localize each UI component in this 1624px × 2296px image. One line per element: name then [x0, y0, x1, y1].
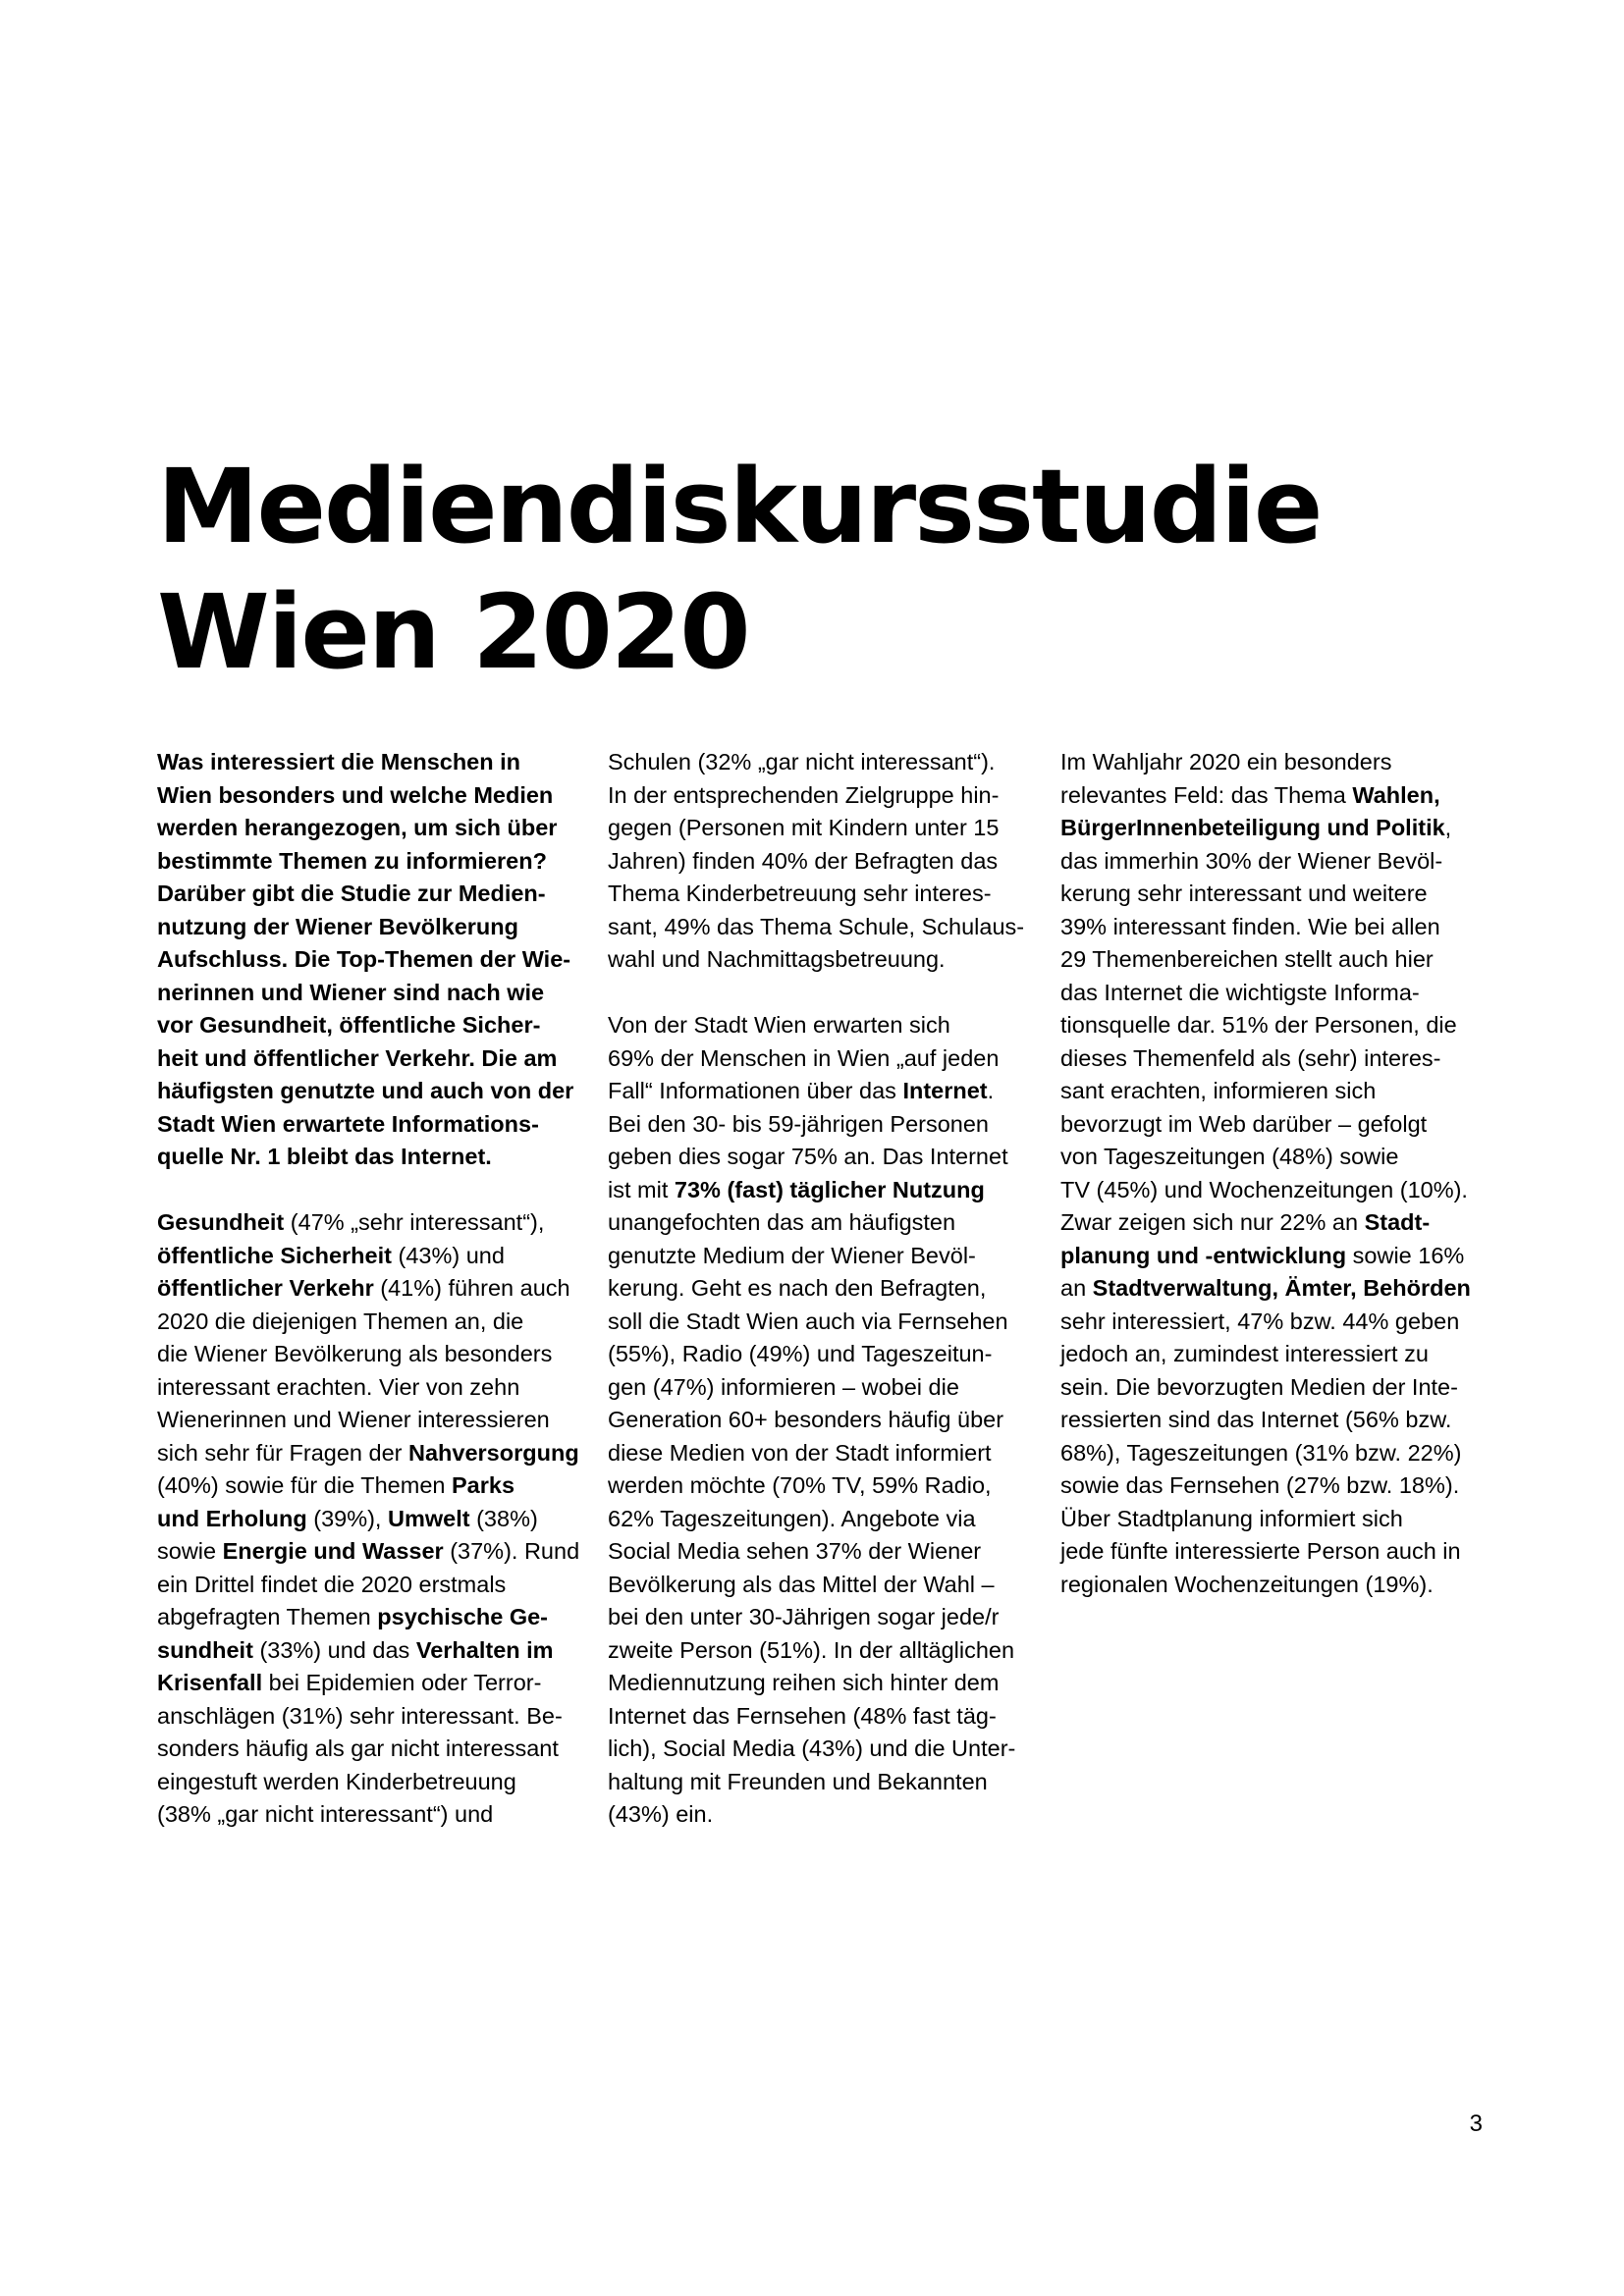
text-line: bevorzugt im Web darüber – gefolgt [1060, 1110, 1428, 1137]
body-paragraph [1060, 746, 1502, 1601]
page-number: 3 [1469, 2110, 1483, 2137]
text-line: haltung mit Freunden und Bekannten [608, 1768, 988, 1794]
text-line: gegen (Personen mit Kindern unter 15 [608, 815, 1000, 840]
text-line: bei den unter 30-Jährigen sogar jede/r [608, 1604, 1000, 1629]
text-column-1 [157, 746, 599, 1864]
text-line: öffentliche Sicherheit (43%) und [157, 1242, 505, 1268]
text-line: sundheit (33%) und das Verhalten im [157, 1636, 554, 1663]
bold-term: und Erholung [157, 1505, 307, 1531]
text-line: häufigsten genutzte und auch von der [157, 1078, 574, 1103]
text-line: wahl und Nachmittagsbetreuung. [608, 946, 946, 972]
text-line: jede fünfte interessierte Person auch in [1060, 1538, 1461, 1564]
text-line: heit und öffentlicher Verkehr. Die am [157, 1044, 558, 1071]
bold-term: Verhalten im [415, 1636, 554, 1663]
text-line: und Erholung (39%), Umwelt (38%) [157, 1505, 538, 1531]
text-line: sonders häufig als gar nicht interessant [157, 1735, 559, 1761]
page-title [157, 444, 1321, 695]
text-line: tionsquelle dar. 51% der Personen, die [1060, 1012, 1457, 1038]
text-line: soll die Stadt Wien auch via Fernsehen [608, 1308, 1008, 1334]
bold-term: Stadt- [1364, 1209, 1431, 1235]
text-line: das Internet die wichtigste Informa- [1060, 979, 1420, 1005]
text-line: sant, 49% das Thema Schule, Schulaus- [608, 913, 1025, 939]
body-paragraph [608, 1009, 1050, 1832]
text-line: (55%), Radio (49%) und Tageszeitun- [608, 1341, 993, 1366]
bold-term: 73% (fast) täglicher Nutzung [674, 1176, 985, 1202]
text-line: an Stadtverwaltung, Ämter, Behörden [1060, 1275, 1471, 1301]
text-line: bestimmte Themen zu informieren? [157, 847, 547, 874]
text-line: jedoch an, zumindest interessiert zu [1060, 1341, 1429, 1366]
text-line: werden herangezogen, um sich über [157, 815, 558, 840]
text-line: Krisenfall bei Epidemien oder Terror- [157, 1670, 542, 1695]
title-line-1: Mediendiskursstudie [157, 447, 1322, 566]
text-line: sich sehr für Fragen der Nahversorgung [157, 1439, 579, 1466]
bold-term: Nahversorgung [408, 1439, 579, 1466]
text-line: sein. Die bevorzugten Medien der Inte- [1060, 1373, 1458, 1400]
text-line: lich), Social Media (43%) und die Unter- [608, 1735, 1016, 1761]
bold-term: planung und -entwicklung [1060, 1242, 1347, 1268]
bold-term: Energie und Wasser [222, 1538, 444, 1564]
text-line: Fall“ Informationen über das Internet. [608, 1078, 995, 1103]
bold-term: psychische Ge- [377, 1604, 549, 1629]
text-line: Mediennutzung reihen sich hinter dem [608, 1670, 1000, 1695]
bold-term: öffentlicher Verkehr [157, 1275, 374, 1301]
text-line: Wien besonders und welche Medien [157, 781, 554, 808]
text-line: sehr interessiert, 47% bzw. 44% geben [1060, 1308, 1460, 1334]
bold-term: Umwelt [388, 1505, 470, 1531]
text-line: kerung. Geht es nach den Befragten, [608, 1275, 987, 1301]
text-line: Bei den 30- bis 59-jährigen Personen [608, 1110, 990, 1137]
text-line: abgefragten Themen psychische Ge- [157, 1604, 549, 1629]
text-line: vor Gesundheit, öffentliche Sicher- [157, 1012, 541, 1038]
text-line: ist mit 73% (fast) täglicher Nutzung [608, 1176, 985, 1202]
text-line: 69% der Menschen in Wien „auf jeden [608, 1044, 1000, 1071]
text-line: dieses Themenfeld als (sehr) interes- [1060, 1044, 1441, 1071]
bold-term: Stadtverwaltung, Ämter, Behörden [1092, 1275, 1471, 1301]
text-line: Thema Kinderbetreuung sehr interes- [608, 881, 992, 906]
text-line: (40%) sowie für die Themen Parks [157, 1472, 515, 1498]
bold-term: öffentliche Sicherheit [157, 1242, 392, 1268]
text-line: nutzung der Wiener Bevölkerung [157, 913, 518, 939]
text-line: unangefochten das am häufigsten [608, 1209, 956, 1235]
text-line: (43%) ein. [608, 1801, 714, 1827]
text-line: 29 Themenbereichen stellt auch hier [1060, 946, 1434, 972]
text-line: geben dies sogar 75% an. Das Internet [608, 1144, 1008, 1169]
text-line: 2020 die diejenigen Themen an, die [157, 1308, 524, 1334]
text-line: Gesundheit (47% „sehr interessant“), [157, 1209, 545, 1235]
text-line: Im Wahljahr 2020 ein besonders [1060, 749, 1392, 774]
text-line: sowie Energie und Wasser (37%). Rund [157, 1538, 580, 1564]
body-paragraph [157, 1206, 599, 1832]
text-line: interessant erachten. Vier von zehn [157, 1373, 520, 1400]
text-line: quelle Nr. 1 bleibt das Internet. [157, 1144, 492, 1169]
text-line: sowie das Fernsehen (27% bzw. 18%). [1060, 1472, 1460, 1498]
text-line: ressierten sind das Internet (56% bzw. [1060, 1407, 1452, 1432]
text-column-3 [1060, 746, 1502, 1634]
text-line: kerung sehr interessant und weitere [1060, 881, 1428, 906]
text-line: 62% Tageszeitungen). Angebote via [608, 1505, 976, 1531]
text-line: die Wiener Bevölkerung als besonders [157, 1341, 553, 1366]
text-line: zweite Person (51%). In der alltäglichen [608, 1636, 1015, 1663]
body-paragraph [608, 746, 1050, 977]
text-line: Was interessiert die Menschen in [157, 749, 521, 774]
intro-paragraph [157, 746, 599, 1174]
text-line: genutzte Medium der Wiener Bevöl- [608, 1242, 976, 1268]
text-line: Darüber gibt die Studie zur Medien- [157, 881, 546, 906]
text-line: von Tageszeitungen (48%) sowie [1060, 1144, 1399, 1169]
text-line: Aufschluss. Die Top-Themen der Wie- [157, 946, 571, 972]
text-line: werden möchte (70% TV, 59% Radio, [608, 1472, 992, 1498]
bold-term: BürgerInnenbeteiligung und Politik [1060, 815, 1445, 840]
bold-term: Krisenfall [157, 1670, 263, 1695]
bold-term: Wahlen, [1352, 781, 1440, 808]
text-line: öffentlicher Verkehr (41%) führen auch [157, 1275, 570, 1301]
bold-term: sundheit [157, 1636, 253, 1663]
text-line: TV (45%) und Wochenzeitungen (10%). [1060, 1176, 1468, 1202]
text-line: gen (47%) informieren – wobei die [608, 1373, 959, 1400]
text-line: diese Medien von der Stadt informiert [608, 1439, 992, 1466]
text-line: 39% interessant finden. Wie bei allen [1060, 913, 1440, 939]
title-line-2: Wien 2020 [157, 572, 749, 692]
text-line: ein Drittel findet die 2020 erstmals [157, 1571, 507, 1597]
bold-term: Parks [451, 1472, 515, 1498]
text-line: 68%), Tageszeitungen (31% bzw. 22%) [1060, 1439, 1462, 1466]
text-line: BürgerInnenbeteiligung und Politik, [1060, 815, 1452, 840]
text-line: sant erachten, informieren sich [1060, 1078, 1377, 1103]
text-line: Internet das Fernsehen (48% fast täg- [608, 1702, 997, 1729]
text-line: Von der Stadt Wien erwarten sich [608, 1012, 950, 1038]
bold-term: Gesundheit [157, 1209, 285, 1235]
text-line: anschlägen (31%) sehr interessant. Be- [157, 1702, 563, 1729]
text-line: Wienerinnen und Wiener interessieren [157, 1407, 550, 1432]
text-line: das immerhin 30% der Wiener Bevöl- [1060, 847, 1443, 874]
text-line: regionalen Wochenzeitungen (19%). [1060, 1571, 1434, 1597]
text-line: eingestuft werden Kinderbetreuung [157, 1768, 516, 1794]
text-line: Schulen (32% „gar nicht interessant“). [608, 749, 996, 774]
text-column-2 [608, 746, 1050, 1864]
bold-term: Internet [902, 1078, 988, 1103]
text-line: planung und -entwicklung sowie 16% [1060, 1242, 1465, 1268]
text-line: nerinnen und Wiener sind nach wie [157, 979, 545, 1005]
text-line: Social Media sehen 37% der Wiener [608, 1538, 982, 1564]
text-line: Stadt Wien erwartete Informations- [157, 1110, 539, 1137]
text-line: Generation 60+ besonders häufig über [608, 1407, 1004, 1432]
text-line: In der entsprechenden Zielgruppe hin- [608, 781, 1000, 808]
text-line: Über Stadtplanung informiert sich [1060, 1505, 1403, 1531]
text-line: Bevölkerung als das Mittel der Wahl – [608, 1571, 995, 1597]
text-line: Zwar zeigen sich nur 22% an Stadt- [1060, 1209, 1431, 1235]
text-line: Jahren) finden 40% der Befragten das [608, 847, 999, 874]
text-line: relevantes Feld: das Thema Wahlen, [1060, 781, 1440, 808]
text-line: (38% „gar nicht interessant“) und [157, 1801, 494, 1827]
